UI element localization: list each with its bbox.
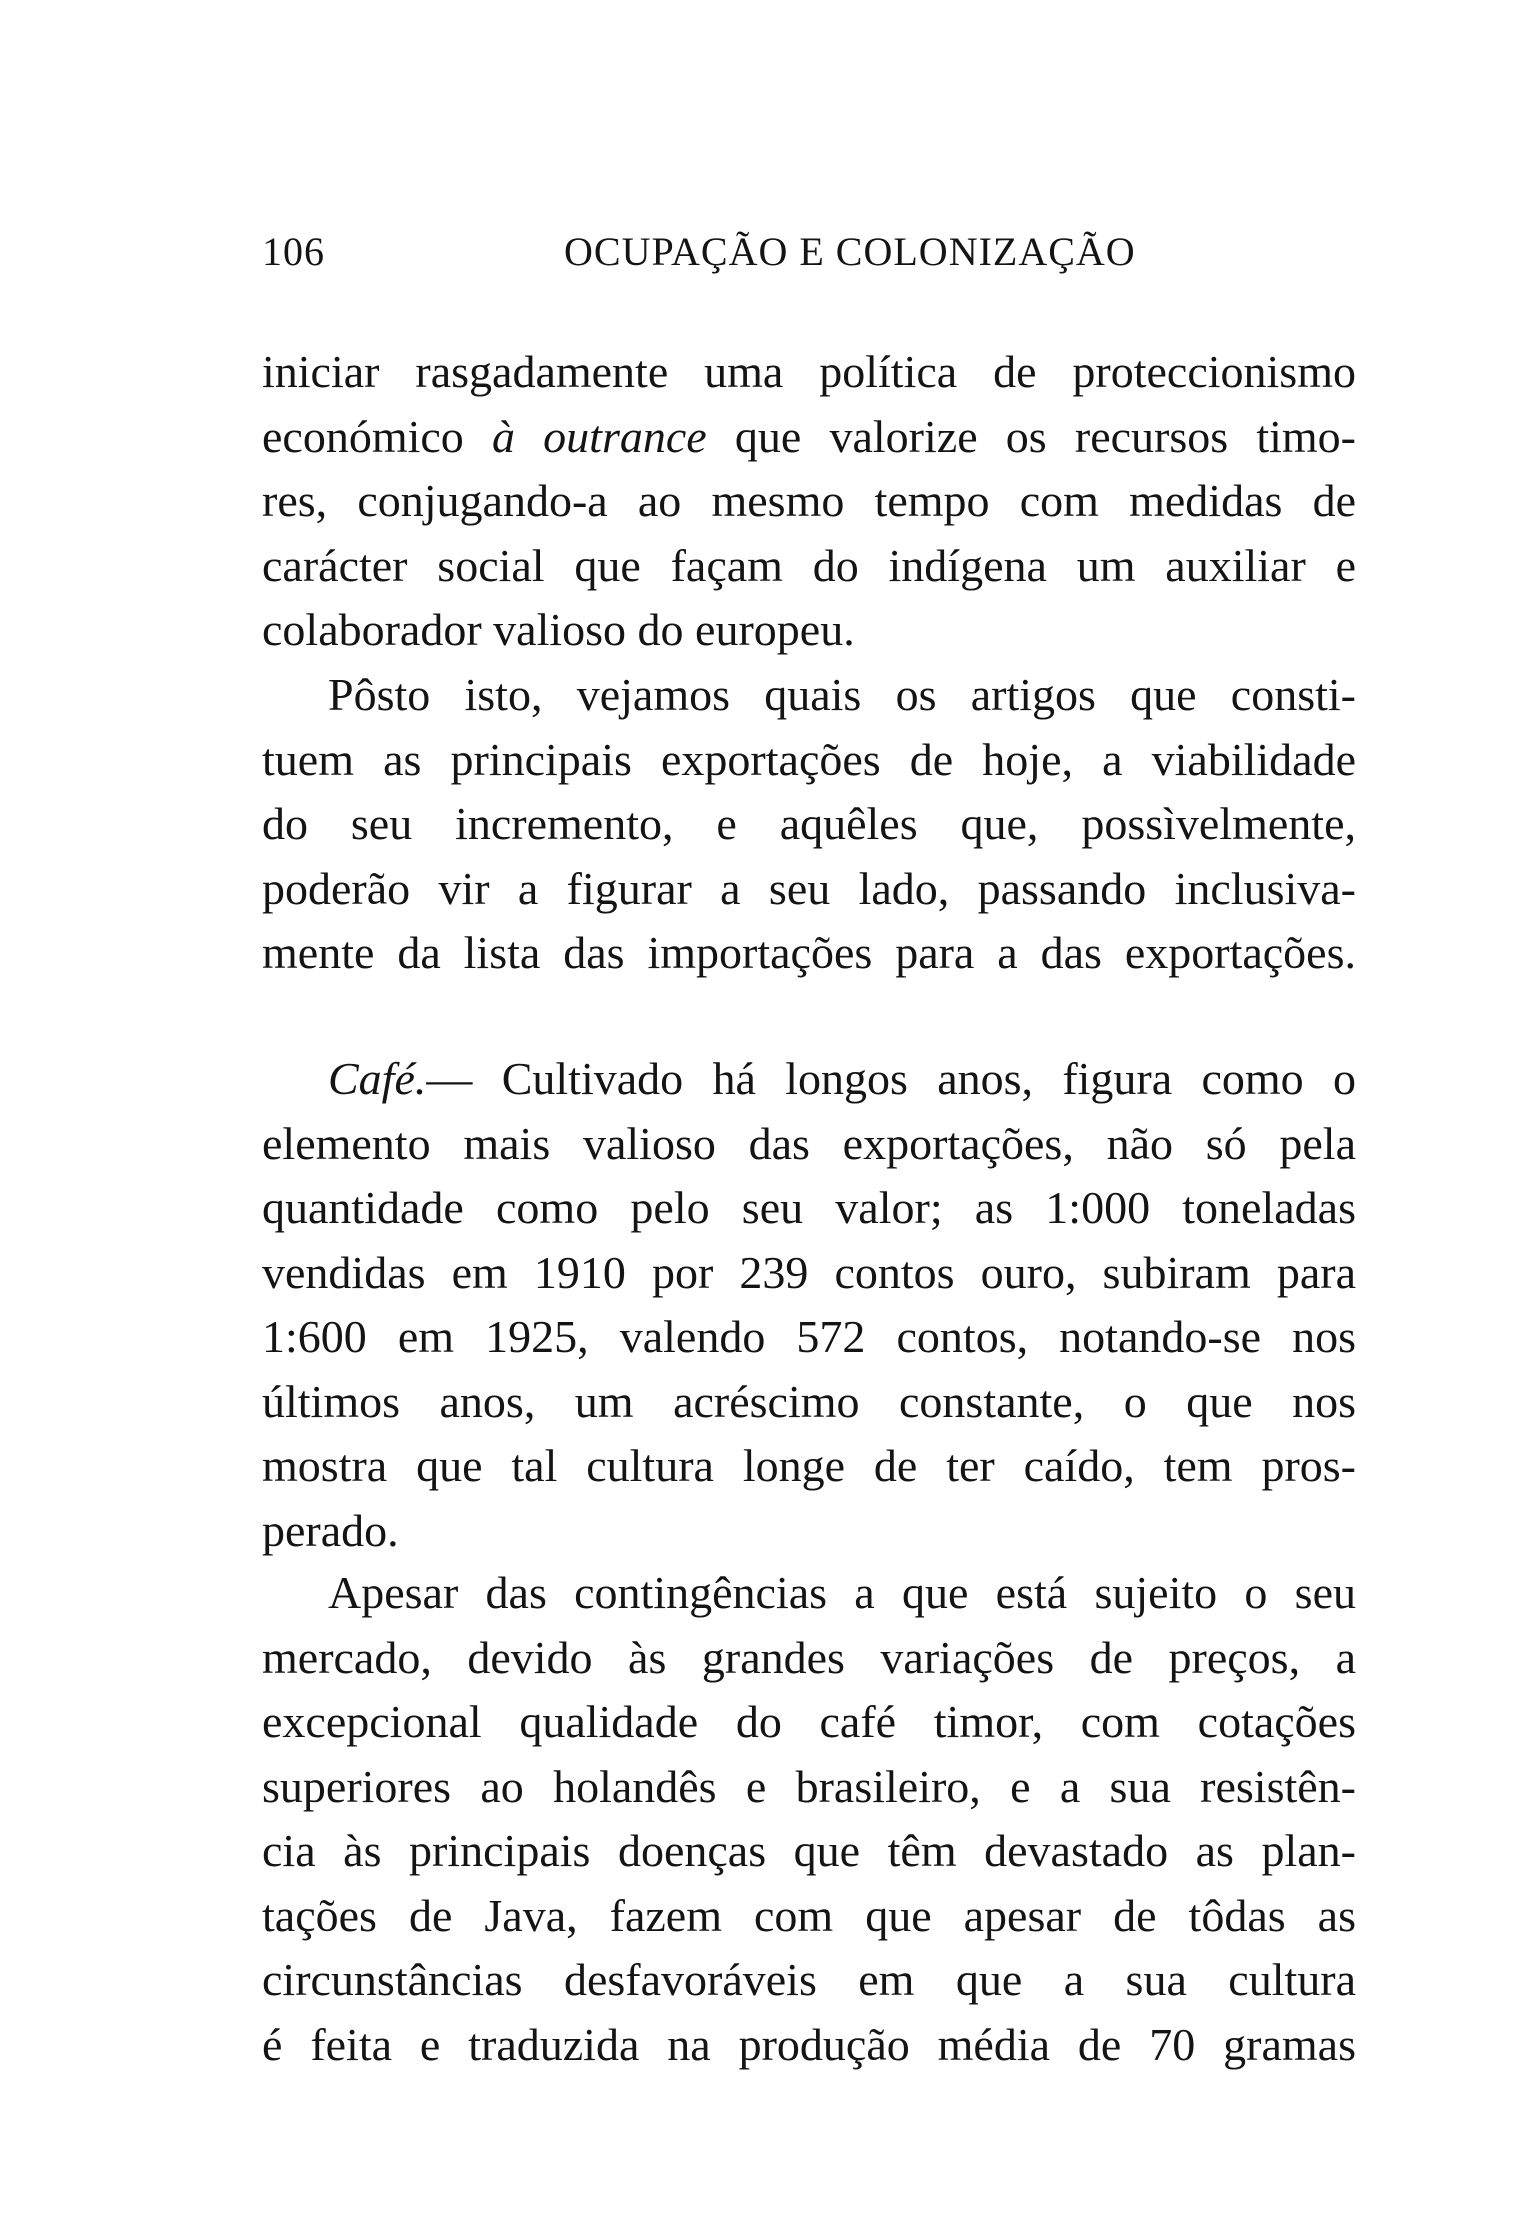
paragraph-1 — [262, 340, 1356, 663]
text-line: mercado, devido às grandes variações de preços, a — [262, 1631, 1356, 1683]
text-segment: — Cultivado há longos anos, figura como o — [426, 1053, 1356, 1104]
text-line: tuem as principais exportações de hoje, a viabilidade — [262, 733, 1356, 785]
text-line-with-heading — [262, 1047, 1356, 1112]
text-line: mostra que tal cultura longe de ter caído, tem pros- — [262, 1440, 1356, 1491]
italic-phrase: à outrance — [492, 410, 707, 462]
text-line: Pôsto isto, vejamos quais os artigos que consti- — [328, 669, 1356, 720]
paragraph-2 — [262, 663, 1356, 986]
text-line: elemento mais valioso das exportações, não só pela — [262, 1117, 1356, 1169]
text-line: superiores ao holandês e brasileiro, e a sua resistên- — [262, 1760, 1356, 1812]
text-segment: económico — [262, 410, 492, 462]
running-title: OCUPAÇÃO E COLONIZAÇÃO — [564, 229, 1136, 274]
text-line: últimos anos, um acréscimo constante, o que nos — [262, 1375, 1356, 1427]
page-header — [262, 228, 1362, 288]
text-line-with-italic — [262, 405, 1356, 470]
text-line: res, conjugando-a ao mesmo tempo com medidas de — [262, 475, 1356, 526]
paragraph-cafe — [262, 1047, 1356, 1563]
text-line: 1:600 em 1925, valendo 572 contos, notando-se nos — [262, 1311, 1356, 1362]
text-line: do seu incremento, e aquêles que, possìvelmente, — [262, 798, 1356, 849]
text-line: mente da lista das importações para a das exportações. — [262, 927, 1356, 978]
text-segment: que valorize os recursos timo- — [706, 410, 1356, 462]
text-line: é feita e traduzida na produção média de 70 gramas — [262, 2018, 1356, 2070]
text-line: colaborador valioso do europeu. — [262, 604, 855, 655]
section-heading-cafe: Café. — [328, 1053, 427, 1104]
text-line: cia às principais doenças que têm devastado as plan- — [262, 1825, 1356, 1876]
text-line: perado. — [262, 1504, 399, 1556]
text-line: vendidas em 1910 por 239 contos ouro, subiram para — [262, 1246, 1356, 1298]
text-line: excepcional qualidade do café timor, com cotações — [262, 1696, 1356, 1747]
paragraph-4 — [262, 1561, 1356, 2077]
text-line: poderão vir a figurar a seu lado, passando inclusiva- — [262, 862, 1356, 914]
text-line: quantidade como pelo seu valor; as 1:000 toneladas — [262, 1182, 1356, 1233]
text-line: circunstâncias desfavoráveis em que a sua cultura — [262, 1954, 1356, 2005]
text-line: tações de Java, fazem com que apesar de tôdas as — [262, 1889, 1356, 1941]
text-line: carácter social que façam do indígena um auxiliar e — [262, 539, 1356, 591]
text-line: Apesar das contingências a que está sujeito o seu — [328, 1567, 1356, 1618]
page-number: 106 — [262, 229, 325, 274]
text-line: iniciar rasgadamente uma política de proteccionismo — [262, 346, 1356, 397]
